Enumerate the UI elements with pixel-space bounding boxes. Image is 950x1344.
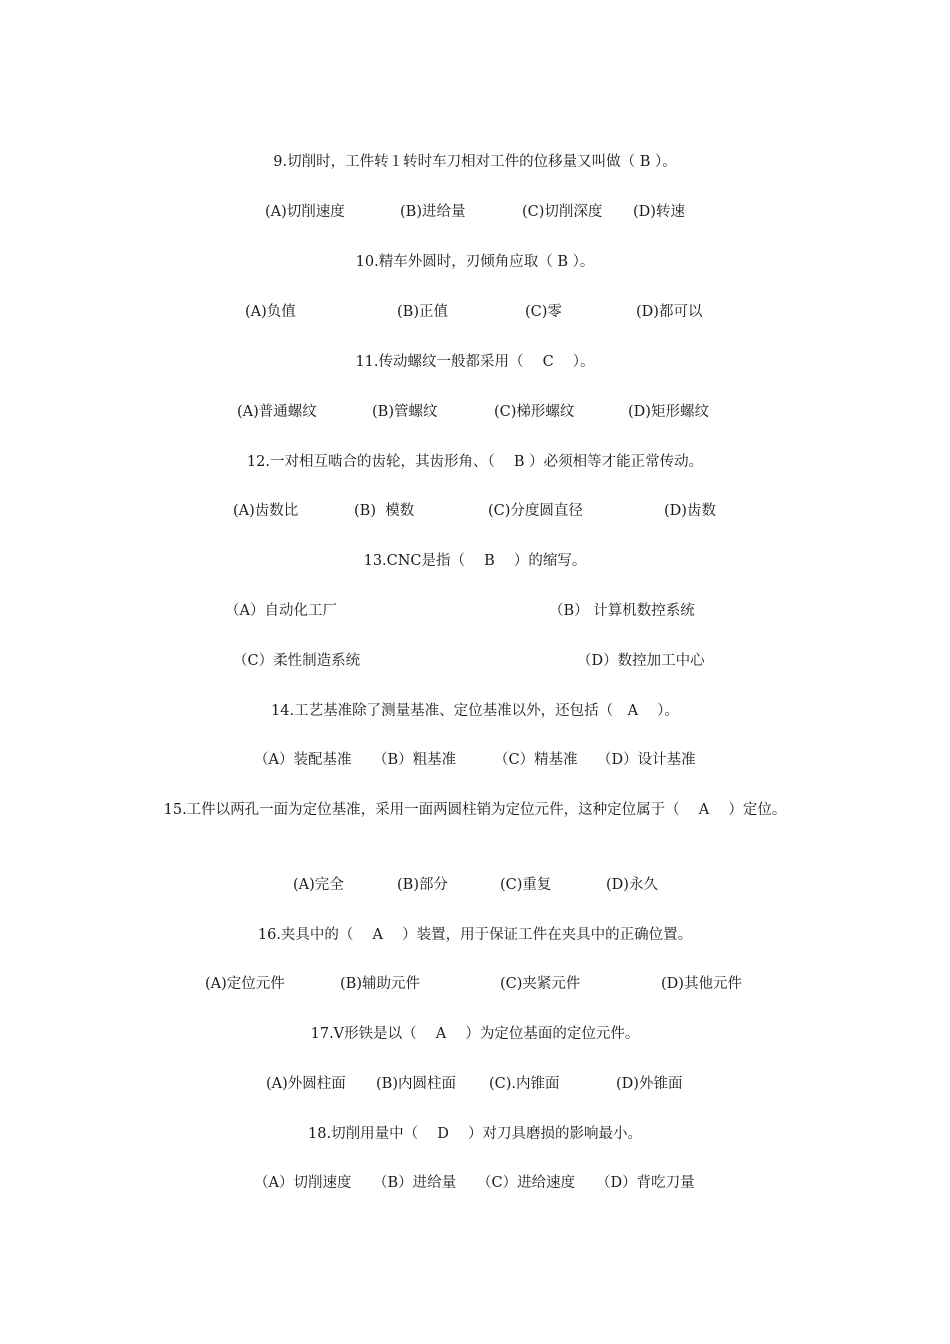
option-11b: (B)管螺纹 <box>372 404 438 420</box>
question-10: 10.精车外圆时，刃倾角应取（ B ）。 <box>355 254 595 270</box>
question-18: 18.切削用量中（ D ）对刀具磨损的影响最小。 <box>308 1126 642 1142</box>
option-13d: （D）数控加工中心 <box>577 653 705 669</box>
option-18a: （A）切削速度 <box>254 1175 352 1191</box>
option-11c: (C)梯形螺纹 <box>494 404 575 420</box>
option-9a: (A)切削速度 <box>265 204 345 220</box>
option-17d: (D)外锥面 <box>616 1076 683 1092</box>
option-17a: (A)外圆柱面 <box>266 1076 346 1092</box>
option-13a: （A）自动化工厂 <box>225 603 337 619</box>
option-17c: (C).内锥面 <box>489 1076 560 1092</box>
option-9c: (C)切削深度 <box>522 204 603 220</box>
option-10b: (B)正值 <box>397 304 448 320</box>
question-9: 9.切削时，工件转１转时车刀相对工件的位移量又叫做（ B ）。 <box>273 154 677 170</box>
option-9b: (B)进给量 <box>400 204 466 220</box>
option-15d: (D)永久 <box>606 877 658 893</box>
question-11: 11.传动螺纹一般都采用（ C ）。 <box>355 354 595 370</box>
option-12a: (A)齿数比 <box>233 503 299 519</box>
option-15a: (A)完全 <box>293 877 344 893</box>
option-14b: （B）粗基准 <box>373 752 457 768</box>
option-16d: (D)其他元件 <box>661 976 742 992</box>
option-9d: (D)转速 <box>633 204 685 220</box>
option-15b: (B)部分 <box>397 877 448 893</box>
option-12c: (C)分度圆直径 <box>488 503 583 519</box>
option-18b: （B）进给量 <box>373 1175 457 1191</box>
option-10c: (C)零 <box>525 304 562 320</box>
option-11d: (D)矩形螺纹 <box>628 404 709 420</box>
option-16b: (B)辅助元件 <box>340 976 420 992</box>
question-12: 12.一对相互啮合的齿轮，其齿形角、（ B ）必须相等才能正常传动。 <box>246 454 704 470</box>
option-15c: (C)重复 <box>500 877 552 893</box>
option-14c: （C）精基准 <box>494 752 578 768</box>
option-17b: (B)内圆柱面 <box>376 1076 456 1092</box>
question-17: 17.V形铁是以（ A ）为定位基面的定位元件。 <box>310 1026 640 1042</box>
option-14d: （D）设计基准 <box>597 752 696 768</box>
option-10a: (A)负值 <box>245 304 296 320</box>
question-14: 14.工艺基准除了测量基准、定位基准以外，还包括（ A ）。 <box>271 703 679 719</box>
question-15: 15.工件以两孔一面为定位基准，采用一面两圆柱销为定位元件，这种定位属于（ A ）定位。 <box>163 802 787 818</box>
question-13: 13.CNC是指（ B ）的缩写。 <box>363 553 587 569</box>
option-18c: （C）进给速度 <box>477 1175 576 1191</box>
option-16a: (A)定位元件 <box>205 976 285 992</box>
option-12d: (D)齿数 <box>664 503 716 519</box>
option-18d: （D）背吃刀量 <box>596 1175 695 1191</box>
option-13b: （B） 计算机数控系统 <box>549 603 695 619</box>
option-13c: （C）柔性制造系统 <box>233 653 361 669</box>
option-12b: (B) 模数 <box>354 503 415 519</box>
option-10d: (D)都可以 <box>636 304 703 320</box>
option-11a: (A)普通螺纹 <box>237 404 317 420</box>
option-14a: （A）装配基准 <box>254 752 352 768</box>
option-16c: (C)夹紧元件 <box>500 976 581 992</box>
question-16: 16.夹具中的（ A ）装置，用于保证工件在夹具中的正确位置。 <box>257 927 693 943</box>
